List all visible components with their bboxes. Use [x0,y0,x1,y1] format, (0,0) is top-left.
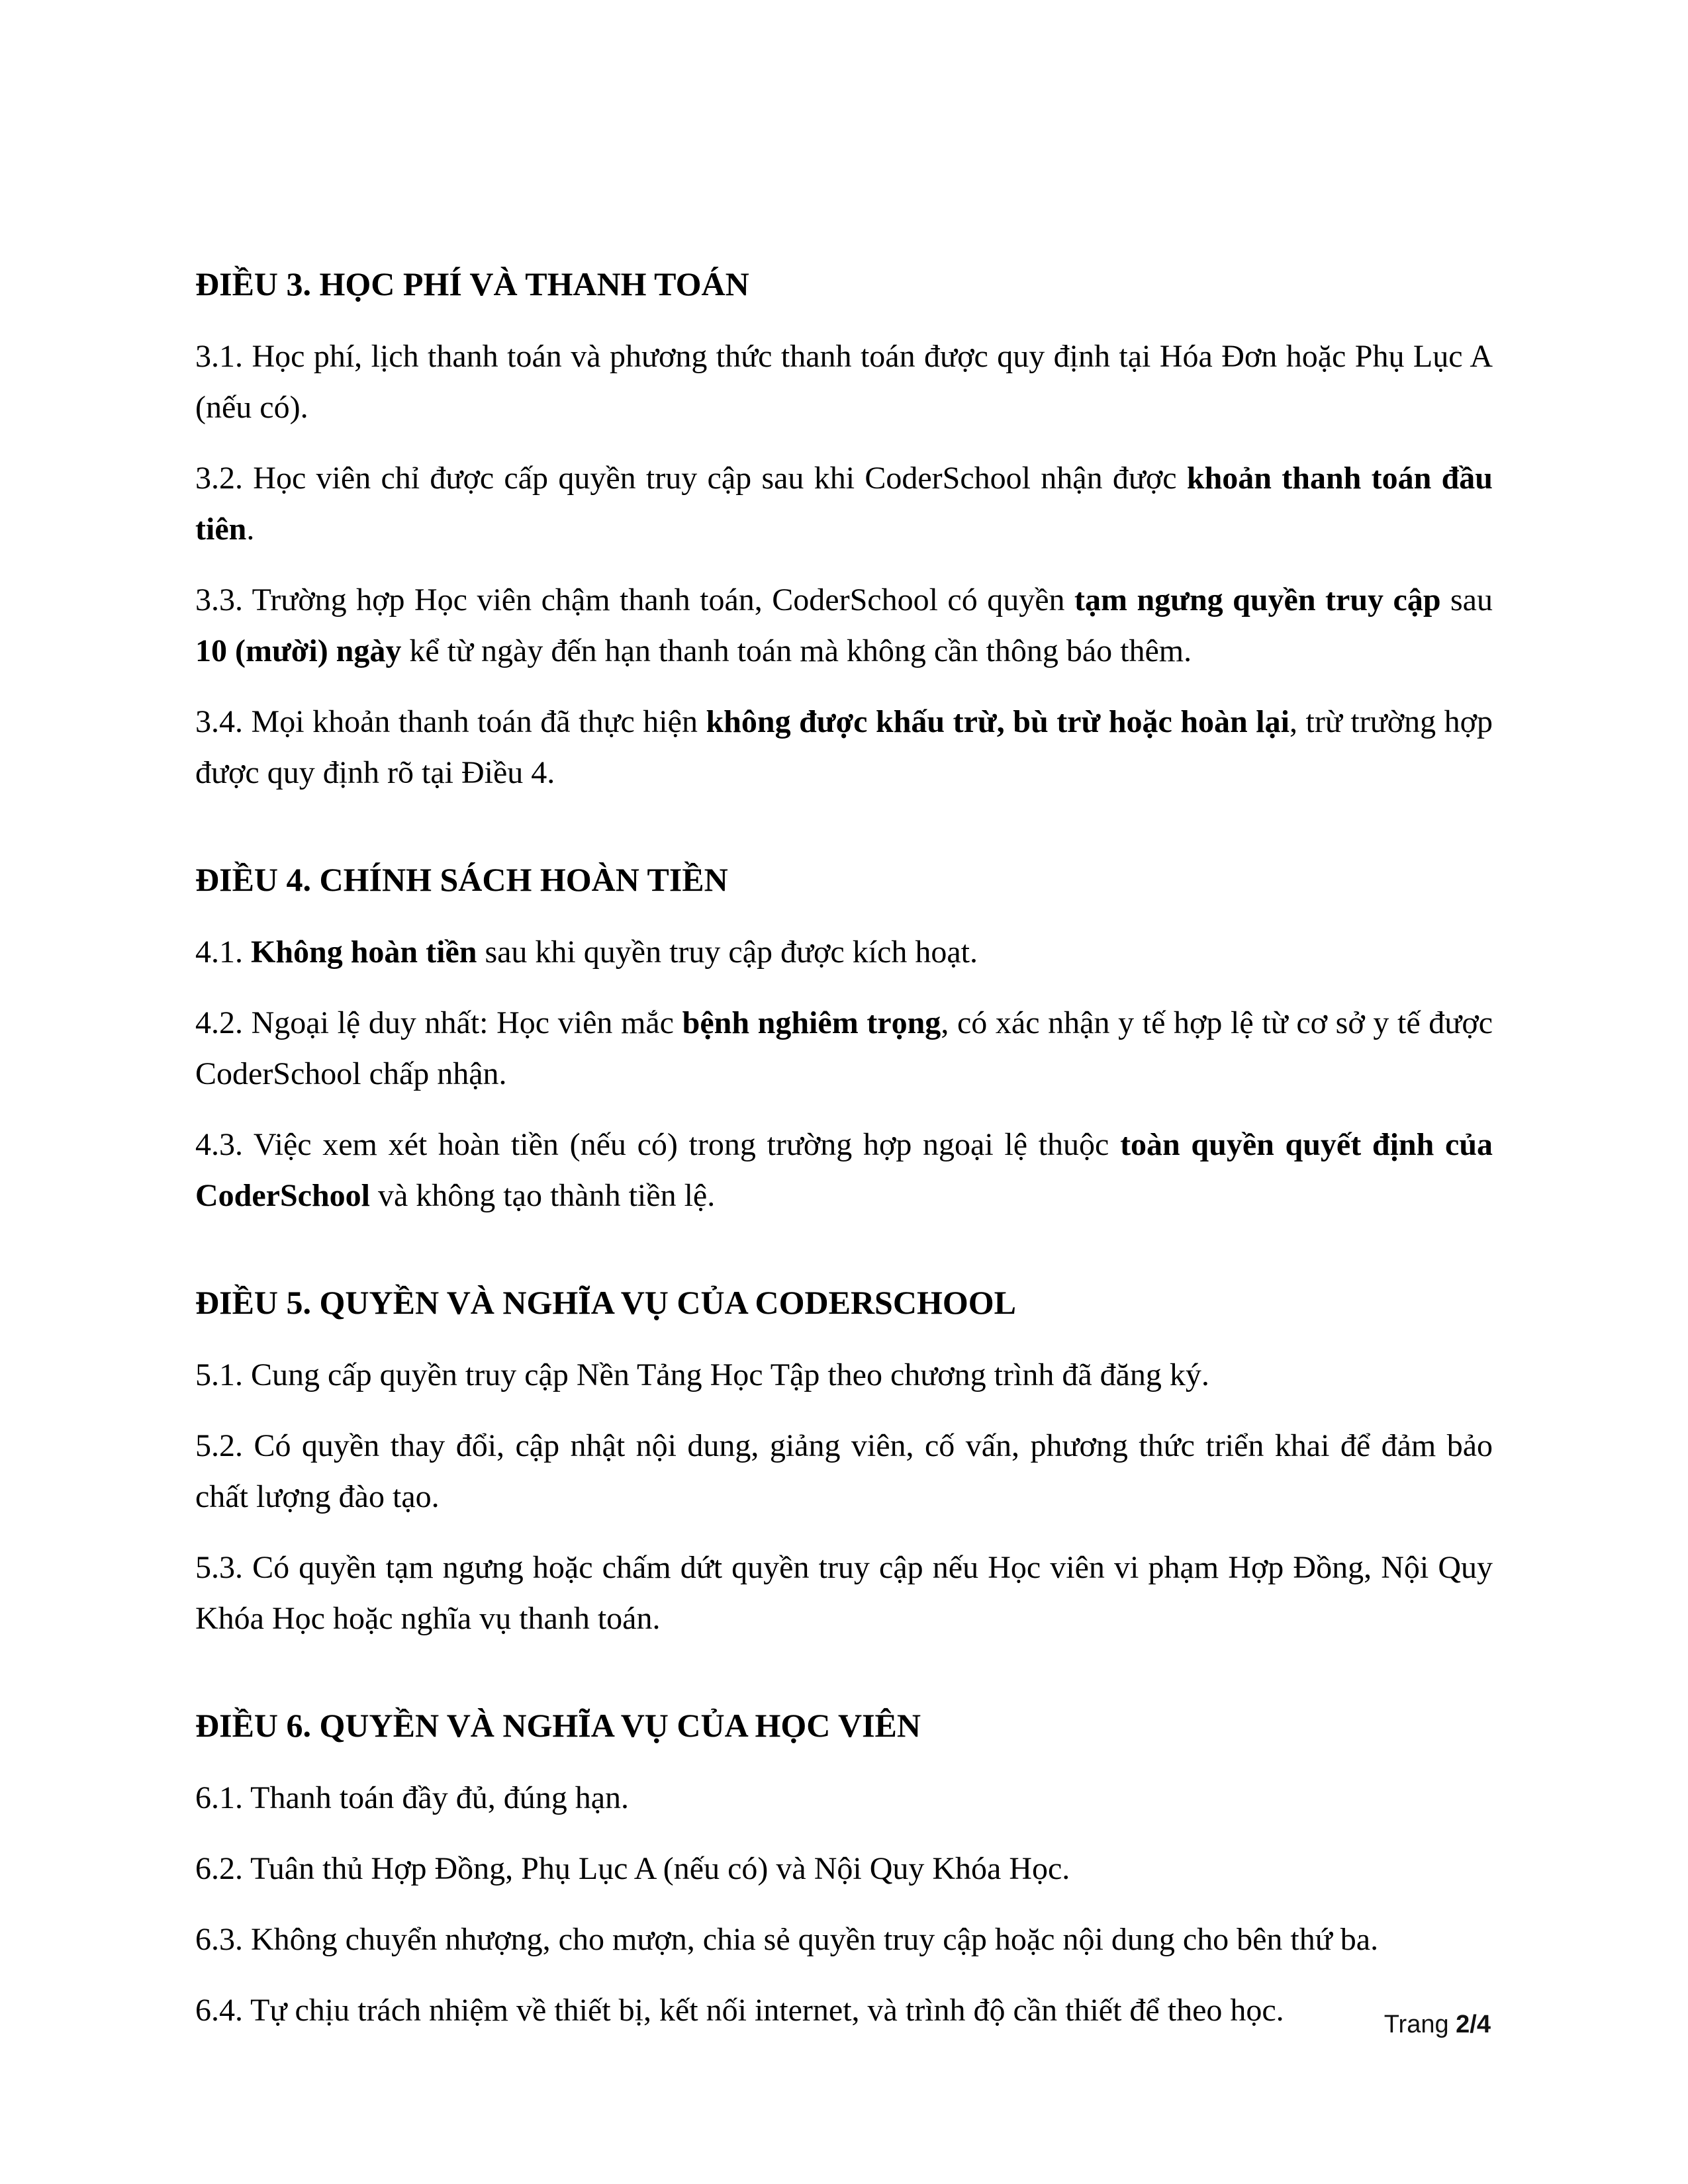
text-run: 6.1. Thanh toán đầy đủ, đúng hạn. [195,1780,630,1815]
text-run: kể từ ngày đến hạn thanh toán mà không cần thông báo thêm. [401,633,1192,668]
clause-paragraph [195,574,1493,676]
footer-label: Trang [1383,2011,1456,2038]
text-run: 3.1. Học phí, lịch thanh toán và phương thức thanh toán được quy định tại Hóa Đơn hoặc Phụ Lục A (nếu có). [195,339,1493,425]
bold-text-run: Không hoàn tiền [251,934,477,970]
text-run: 3.4. Mọi khoản thanh toán đã thực hiện [195,704,706,739]
text-run: 4.3. Việc xem xét hoàn tiền (nếu có) trong trường hợp ngoại lệ thuộc [195,1127,1121,1162]
text-run: 6.4. Tự chịu trách nhiệm về thiết bị, kết nối internet, và trình độ cần thiết để theo học. [195,1993,1284,2028]
bold-text-run: tạm ngưng quyền truy cập [1074,582,1441,617]
clause-paragraph [195,1985,1493,2036]
clause-paragraph [195,1349,1493,1400]
text-run: 4.1. [195,934,251,970]
text-run: . [246,512,255,547]
contract-section [195,1705,1493,2036]
bold-text-run: khoản thanh toán đầu tiên [195,461,1493,547]
text-run: sau khi quyền truy cập được kích hoạt. [477,934,978,970]
page-footer [1384,2011,1491,2039]
section-heading: ĐIỀU 4. CHÍNH SÁCH HOÀN TIỀN [195,861,728,898]
section-heading: ĐIỀU 5. QUYỀN VÀ NGHĨA VỤ CỦA CODERSCHOOL [195,1284,1016,1321]
clause-paragraph [195,453,1493,555]
clause-paragraph [195,1119,1493,1221]
section-heading: ĐIỀU 3. HỌC PHÍ VÀ THANH TOÁN [195,265,749,302]
text-run: sau [1440,582,1493,617]
text-run: 5.2. Có quyền thay đổi, cập nhật nội dung, giảng viên, cố vấn, phương thức triển khai để đảm bảo chất lượng đào tạo. [195,1428,1493,1514]
section-heading: ĐIỀU 6. QUYỀN VÀ NGHĨA VỤ CỦA HỌC VIÊN [195,1707,921,1744]
clause-paragraph [195,331,1493,433]
text-run: , có xác nhận y tế hợp lệ từ cơ sở y tế được CoderSchool chấp nhận. [195,1005,1493,1091]
bold-text-run: bệnh nghiêm trọng [682,1005,941,1040]
contract-section [195,859,1493,1221]
footer-page-number: 2/4 [1456,2011,1491,2038]
contract-section [195,1282,1493,1644]
clause-paragraph [195,1420,1493,1522]
clause-paragraph [195,1914,1493,1965]
contract-section [195,263,1493,798]
bold-text-run: không được khấu trừ, bù trừ hoặc hoàn lại [706,704,1289,739]
clause-paragraph [195,927,1493,978]
clause-paragraph [195,997,1493,1099]
bold-text-run: 10 (mười) ngày [195,633,402,668]
text-run: 6.2. Tuân thủ Hợp Đồng, Phụ Lục A (nếu có) và Nội Quy Khóa Học. [195,1851,1070,1886]
clause-paragraph [195,1772,1493,1823]
text-run: 3.3. Trường hợp Học viên chậm thanh toán, CoderSchool có quyền [195,582,1075,617]
text-run: 4.2. Ngoại lệ duy nhất: Học viên mắc [195,1005,682,1040]
clause-paragraph [195,696,1493,798]
bold-text-run: toàn quyền quyết định của CoderSchool [195,1127,1493,1213]
clause-paragraph [195,1542,1493,1644]
text-run: 6.3. Không chuyển nhượng, cho mượn, chia sẻ quyền truy cập hoặc nội dung cho bên thứ ba. [195,1922,1379,1957]
clause-paragraph [195,1843,1493,1894]
text-run: , trừ trường hợp được quy định rõ tại Điều 4. [195,704,1493,790]
text-run: và không tạo thành tiền lệ. [370,1178,716,1213]
text-run: 5.3. Có quyền tạm ngưng hoặc chấm dứt quyền truy cập nếu Học viên vi phạm Hợp Đồng, Nội Quy Khóa Học hoặc nghĩa vụ thanh toán. [195,1550,1493,1636]
text-run: 3.2. Học viên chỉ được cấp quyền truy cập sau khi CoderSchool nhận được [195,461,1187,496]
text-run: 5.1. Cung cấp quyền truy cập Nền Tảng Học Tập theo chương trình đã đăng ký. [195,1357,1209,1392]
